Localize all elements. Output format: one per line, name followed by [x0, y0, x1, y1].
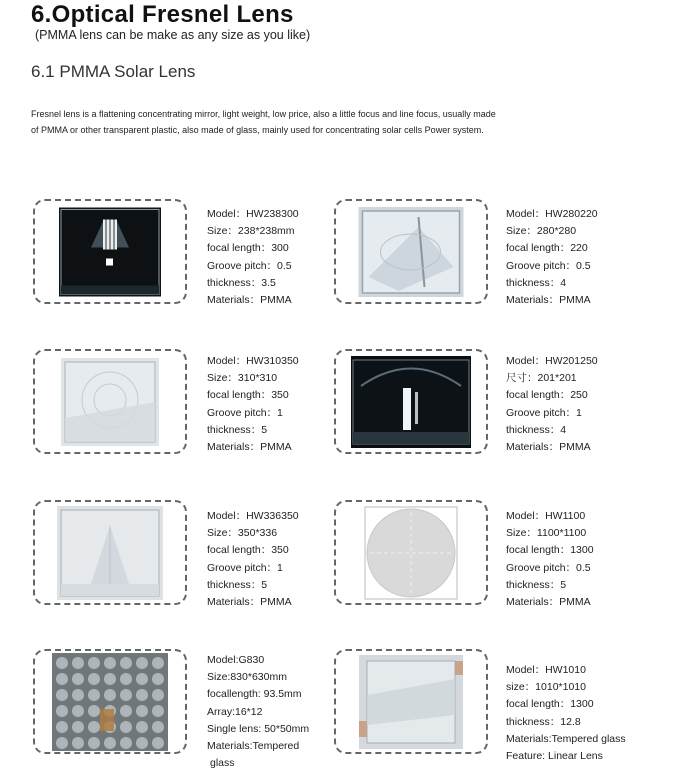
spec-line: Model：HW336350 [207, 510, 299, 522]
intro-paragraph [31, 107, 631, 138]
spec-line: Groove pitch：0.5 [506, 561, 591, 574]
spec-line: Model:G830 [207, 654, 265, 666]
spec-line: focal length：1300 [506, 544, 594, 557]
spec-line: Array:16*12 [207, 705, 263, 718]
spec-line: thickness：5 [207, 423, 268, 436]
spec-line: Materials：PMMA [506, 294, 591, 307]
spec-line: Size：1100*1100 [506, 527, 587, 540]
spec-line: focal length：350 [207, 389, 289, 402]
product-specs [207, 652, 309, 772]
spec-line: thickness：5 [207, 578, 268, 591]
spec-line: Single lens: 50*50mm [207, 722, 310, 735]
spec-line: thickness：4 [506, 423, 567, 436]
product-image-frame [33, 500, 187, 605]
spec-line: Model：HW201250 [506, 355, 598, 367]
spec-line: focallength: 93.5mm [207, 688, 302, 701]
spec-line: focal length：300 [207, 242, 289, 255]
product-specs [506, 353, 598, 456]
glass-array-photo [52, 653, 168, 751]
spec-line: Groove pitch：1 [207, 406, 283, 419]
spec-line: Feature: Linear Lens [506, 750, 603, 763]
spec-line: Groove pitch：0.5 [506, 259, 591, 272]
spec-line: Model：HW238300 [207, 208, 299, 220]
spec-line: Model：HW1010 [506, 664, 586, 676]
spec-line: Size：280*280 [506, 225, 577, 238]
product-image-frame [334, 500, 488, 605]
spec-line: thickness：12.8 [506, 715, 581, 728]
dark-lens-photo [351, 356, 471, 448]
product-image-frame [334, 649, 488, 754]
spec-line: Model：HW1100 [506, 510, 586, 522]
spec-line: Size：310*310 [207, 372, 278, 385]
spec-line: 尺寸：201*201 [506, 372, 577, 385]
spec-line: Materials：PMMA [207, 596, 292, 609]
spec-line: Size:830*630mm [207, 671, 287, 684]
large-glass-lens-photo [359, 655, 463, 749]
spec-line: focal length：220 [506, 242, 588, 255]
intro-line: of PMMA or other transparent plastic, also made of glass, mainly used for concentrating solar cells Power system. [31, 124, 484, 135]
clear-lens-photo [57, 506, 163, 600]
clear-lens-photo [359, 207, 464, 297]
product-image-frame [33, 199, 187, 304]
spec-line: focal length：1300 [506, 698, 594, 711]
clear-lens-photo [61, 358, 159, 446]
spec-line: Materials：PMMA [207, 294, 292, 307]
spec-line: glass [210, 757, 235, 770]
spec-line: focal length：250 [506, 389, 588, 402]
page-title: 6.Optical Fresnel Lens [31, 1, 294, 28]
spec-line: Materials：PMMA [506, 441, 591, 454]
product-image-frame [33, 349, 187, 454]
spec-line: Groove pitch：1 [207, 561, 283, 574]
page-subtitle: (PMMA lens can be make as any size as you like) [35, 28, 311, 42]
spec-line: thickness：4 [506, 276, 567, 289]
spec-line: focal length：350 [207, 544, 289, 557]
spec-line: Model：HW310350 [207, 355, 299, 367]
product-specs [207, 206, 299, 309]
product-image-frame [334, 199, 488, 304]
spec-line: thickness：5 [506, 578, 567, 591]
section-heading: 6.1 PMMA Solar Lens [31, 62, 196, 81]
spec-line: Groove pitch：1 [506, 406, 582, 419]
product-image-frame [33, 649, 187, 754]
spec-line: Materials：PMMA [207, 441, 292, 454]
product-image-frame [334, 349, 488, 454]
spec-line: Materials:Tempered glass [506, 732, 626, 745]
spec-line: Size：350*336 [207, 527, 278, 540]
spec-line: thickness：3.5 [207, 276, 276, 289]
dark-lens-photo [59, 207, 161, 296]
product-specs [207, 508, 299, 611]
product-specs [207, 353, 299, 456]
spec-line: Groove pitch：0.5 [207, 259, 292, 272]
product-specs [506, 206, 598, 309]
spec-line: Size：238*238mm [207, 225, 295, 238]
spec-line: Model：HW280220 [506, 208, 598, 220]
product-specs [506, 508, 594, 611]
spec-line: Materials：PMMA [506, 596, 591, 609]
spec-line: size：1010*1010 [506, 681, 586, 694]
intro-line: Fresnel lens is a flattening concentrating mirror, light weight, low price, also a little focus and line focus, usually made [31, 109, 496, 119]
spec-line: Materials:Tempered [207, 740, 300, 753]
product-specs [506, 662, 626, 765]
round-lens-diagram [362, 504, 460, 602]
